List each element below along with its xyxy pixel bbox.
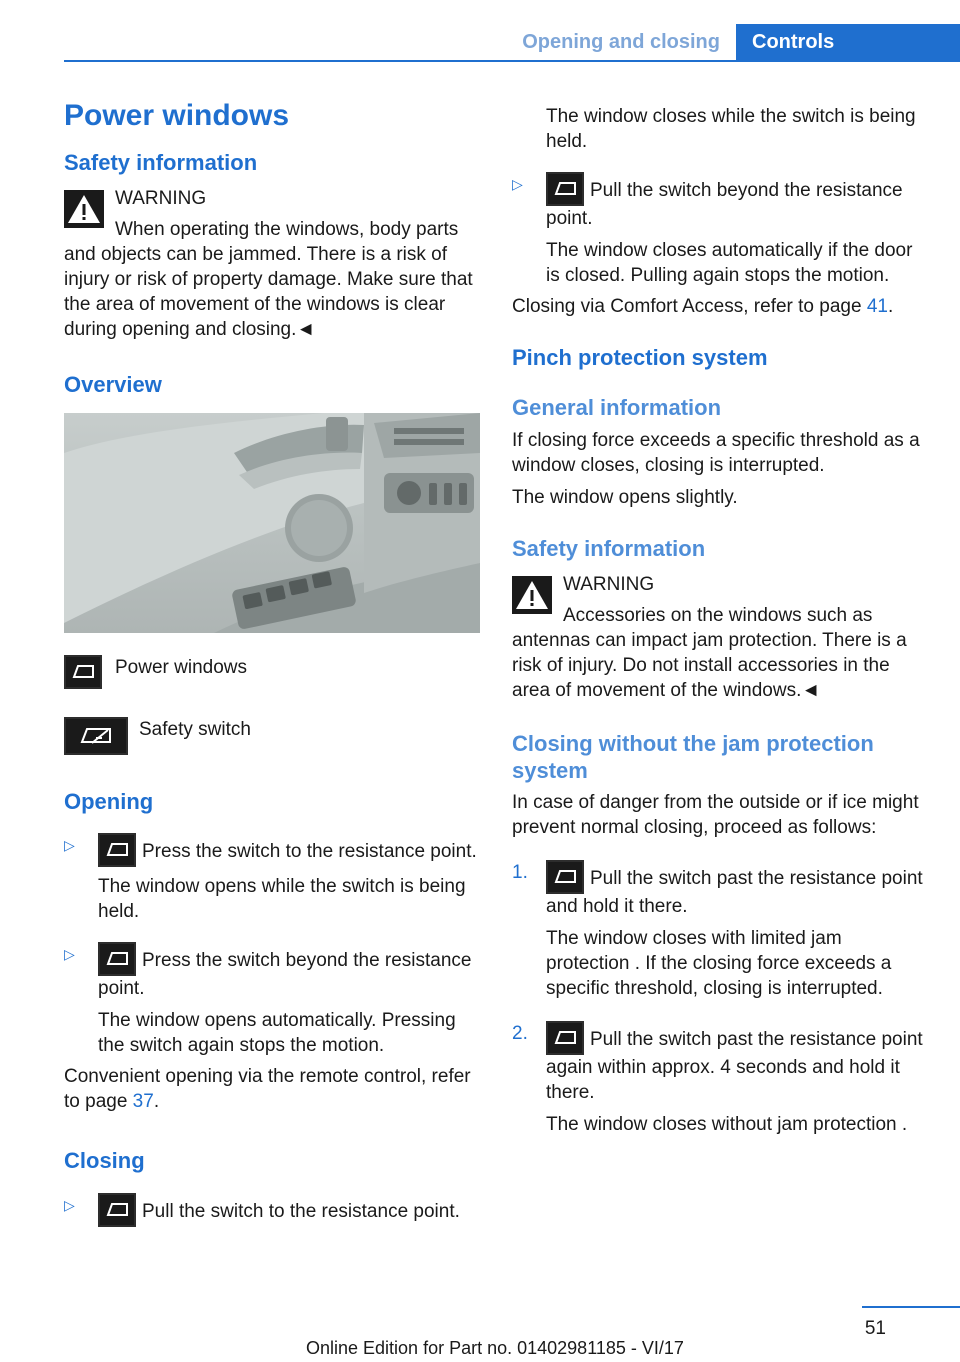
instruction-text: Pull the switch past the resistance point again within approx. 4 seconds and hold it there.: [546, 1028, 923, 1103]
legend-label: Safety switch: [139, 718, 251, 740]
instruction-text: Pull the switch to the resistance point.: [142, 1200, 460, 1222]
warning-triangle-icon: [64, 190, 104, 228]
page-title: Power windows: [64, 99, 290, 132]
instruction-text: Press the switch to the resistance point.: [142, 841, 477, 863]
triangle-bullet-icon: ▷: [64, 1196, 75, 1213]
window-switch-icon: [98, 942, 136, 976]
list-item: [64, 942, 480, 1058]
closing-heading: Closing: [64, 1148, 145, 1174]
closing-without-jam-text: In case of danger from the outside or if ice might prevent normal closing, proceed as follows:: [512, 791, 919, 838]
list-item: [512, 1021, 928, 1137]
convenient-opening-text: Convenient opening via the remote control, refer to page 37.: [64, 1066, 471, 1113]
warning-block: [64, 186, 480, 342]
closing-without-jam-heading: Closing without the jam protection system: [512, 731, 874, 783]
window-switch-icon: [64, 655, 102, 689]
legend-label: Power windows: [115, 656, 247, 678]
warning-title: WARNING: [115, 188, 207, 210]
result-text: The window closes without jam protection .: [546, 1113, 908, 1135]
chapter-tab[interactable]: Controls: [736, 24, 960, 62]
warning-text: Accessories on the windows such as antennas can impact jam protection. There is a risk of injury. Do not install accessories in the area of movement of the windows.◄: [512, 605, 907, 702]
window-switch-icon: [98, 833, 136, 867]
legend-power-windows: [64, 655, 480, 695]
triangle-bullet-icon: ▷: [64, 946, 75, 963]
result-text: The window closes automatically if the door is closed. Pulling again stops the motion.: [546, 240, 913, 286]
list-item: [64, 833, 480, 924]
door-panel-image: [64, 413, 480, 633]
right-column: [512, 104, 928, 1137]
comfort-access-text: Closing via Comfort Access, refer to page 41.: [512, 296, 894, 317]
safety-switch-icon: [64, 717, 128, 755]
edition-text: Online Edition for Part no. 01402981185 - VI/17: [306, 1338, 684, 1358]
left-column: [64, 98, 480, 1227]
result-text: The window opens automatically. Pressing the switch again stops the motion.: [98, 1010, 456, 1057]
general-info-heading: General information: [512, 395, 722, 421]
result-text: The window closes with limited jam protection . If the closing force exceeds a specific threshold, closing is interrupted.: [546, 927, 892, 999]
overview-heading: Overview: [64, 372, 162, 398]
result-text: The window closes while the switch is being held.: [546, 106, 916, 152]
window-switch-icon: [546, 1021, 584, 1055]
header-rule: [64, 60, 960, 62]
list-item: [512, 172, 928, 288]
window-switch-icon: [546, 860, 584, 894]
warning-triangle-icon: [512, 576, 552, 614]
window-switch-icon: [546, 172, 584, 206]
instruction-text: Press the switch beyond the resistance point.: [98, 950, 472, 1000]
warning-text: When operating the windows, body parts and objects can be jammed. There is a risk of injury or risk of property damage. Make sure that the area of movement of the windows is clear during opening and closing.◄: [64, 219, 473, 341]
page-link[interactable]: 37: [132, 1091, 154, 1113]
step-number: 1.: [512, 861, 528, 883]
legend-safety-switch: [64, 717, 480, 757]
opening-heading: Opening: [64, 788, 154, 814]
page-link[interactable]: 41: [866, 296, 888, 317]
instruction-text: Pull the switch beyond the resistance point.: [546, 180, 903, 229]
page-header: [0, 24, 960, 62]
safety-info-heading: Safety information: [64, 150, 258, 175]
result-text: The window opens while the switch is being held.: [98, 876, 466, 923]
pinch-protection-heading: Pinch protection system: [512, 345, 768, 370]
safety-info-heading: Safety information: [512, 535, 706, 561]
instruction-text: Pull the switch past the resistance point and hold it there.: [546, 867, 923, 917]
general-info-text: The window opens slightly.: [512, 486, 738, 508]
warning-title: WARNING: [563, 574, 655, 596]
list-item: [64, 1193, 480, 1227]
window-switch-icon: [98, 1193, 136, 1227]
triangle-bullet-icon: ▷: [512, 176, 523, 192]
triangle-bullet-icon: ▷: [64, 837, 75, 854]
page-number: 51: [864, 1318, 886, 1339]
list-item: [512, 860, 928, 1001]
section-tab[interactable]: Opening and closing: [522, 31, 720, 53]
general-info-text: If closing force exceeds a specific threshold as a window closes, closing is interrupted.: [512, 429, 920, 476]
warning-block: [512, 572, 928, 703]
footer-rule: [862, 1306, 960, 1308]
step-number: 2.: [512, 1022, 528, 1044]
